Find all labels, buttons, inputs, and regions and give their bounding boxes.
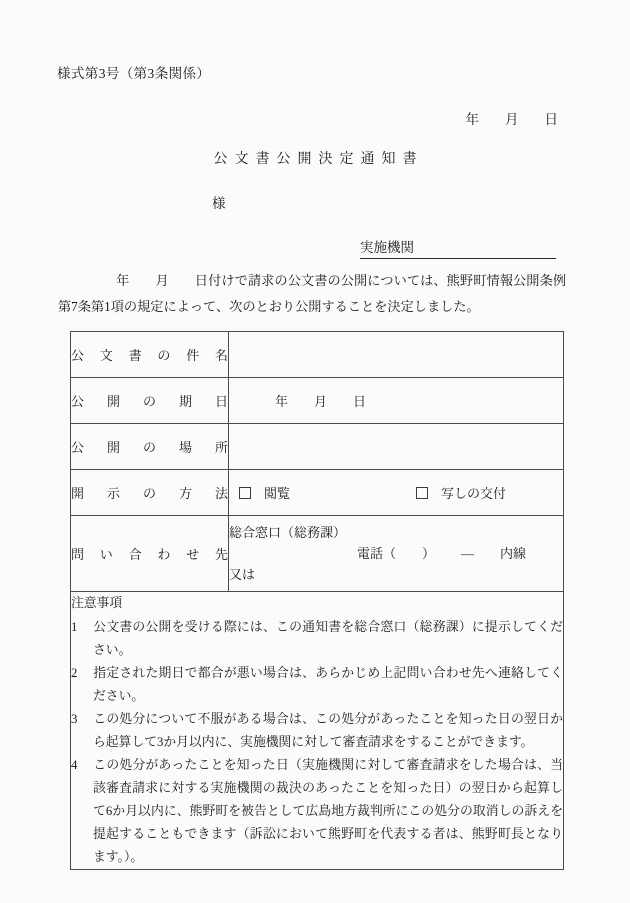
addressee-honorific: 様 (212, 196, 226, 211)
implementing-agency-label: 実施機関 (360, 240, 414, 255)
disclosure-decision-table (70, 331, 564, 870)
table-row-contact (71, 516, 564, 592)
note-item (71, 662, 563, 708)
contact-phone-line (229, 543, 563, 564)
note-number: 4 (71, 758, 78, 772)
note-item (71, 616, 563, 662)
notes-section (71, 592, 564, 870)
issue-date-month: 月 (505, 112, 519, 127)
row-value-contact[interactable] (229, 516, 564, 592)
issue-date-day: 日 (544, 112, 558, 127)
implementing-agency-field (360, 236, 556, 259)
note-number: 1 (71, 620, 78, 634)
table-row-disclosure-place (71, 424, 564, 470)
checkbox-unchecked-icon[interactable] (416, 487, 428, 499)
option-copy-delivery[interactable] (416, 483, 506, 502)
row-label-disclosure-date: 公開の期日 (71, 378, 229, 424)
option-inspection-label: 閲覧 (264, 486, 291, 501)
issue-date-year: 年 (465, 112, 479, 127)
issue-date-line (0, 108, 558, 128)
row-value-disclosure-method (229, 470, 564, 516)
note-text: 指定された期日で都合が悪い場合は、あらかじめ上記問い合わせ先へ連絡してください。 (93, 666, 563, 703)
row-label-subject: 公文書の件名 (71, 332, 229, 378)
body-paragraph-text: 日付けで請求の公文書の公開については、熊野町情報公開条例第7条第1項の規定によって、次のとおり公開することを決定しました。 (58, 273, 567, 314)
note-number: 2 (71, 666, 78, 680)
notes-title: 注意事項 (71, 596, 123, 610)
contact-phone-dash: ― (461, 546, 475, 561)
row-label-disclosure-method: 開示の方法 (71, 470, 229, 516)
form-number: 様式第3号（第3条関係） (57, 66, 211, 81)
option-copy-delivery-label: 写しの交付 (441, 486, 507, 501)
note-item (71, 754, 563, 869)
row-label-disclosure-place: 公開の場所 (71, 424, 229, 470)
note-item (71, 708, 563, 754)
note-number: 3 (71, 712, 78, 726)
contact-extension-label: 内線 (500, 546, 527, 561)
disclosure-date-day: 日 (353, 394, 367, 409)
row-value-disclosure-place[interactable] (229, 424, 564, 470)
request-date-month: 月 (155, 273, 169, 288)
row-value-disclosure-date[interactable] (229, 378, 564, 424)
note-text: 公文書の公開を受ける際には、この通知書を総合窓口（総務課）に提示してください。 (93, 620, 563, 657)
option-inspection[interactable] (239, 483, 290, 502)
row-value-subject[interactable] (229, 332, 564, 378)
contact-office: 総合窓口（総務課） (229, 525, 347, 540)
body-paragraph (58, 268, 566, 320)
page-title: 公文書公開決定通知書 (213, 152, 424, 167)
disclosure-date-month: 月 (314, 394, 328, 409)
table-row-disclosure-date (71, 378, 564, 424)
table-row-subject (71, 332, 564, 378)
row-label-contact: 問い合わせ先 (71, 516, 229, 592)
contact-phone-label: 電話（ (357, 546, 397, 561)
disclosure-date-year: 年 (275, 394, 289, 409)
table-row-disclosure-method (71, 470, 564, 516)
request-date-year: 年 (116, 273, 130, 288)
checkbox-unchecked-icon[interactable] (239, 487, 251, 499)
note-text: この処分について不服がある場合は、この処分があったことを知った日の翌日から起算して3か月以内に、実施機関に対して審査請求をすることができます。 (93, 712, 563, 749)
disclosure-method-options (229, 483, 563, 502)
contact-alternate: 又は (229, 567, 256, 582)
table-row-notes (71, 592, 564, 870)
contact-phone-close: ） (422, 546, 436, 561)
note-text: この処分があったことを知った日（実施機関に対して審査請求をした場合は、当該審査請求に対する実施機関の裁決のあったことを知った日）の翌日から起算して6か月以内に、熊野町を被告として広島地方裁判所にこの処分の取消しの訴えを提起することもできます（訴訟において熊野町を代表する者は、熊野町長となります。）。 (93, 758, 563, 864)
